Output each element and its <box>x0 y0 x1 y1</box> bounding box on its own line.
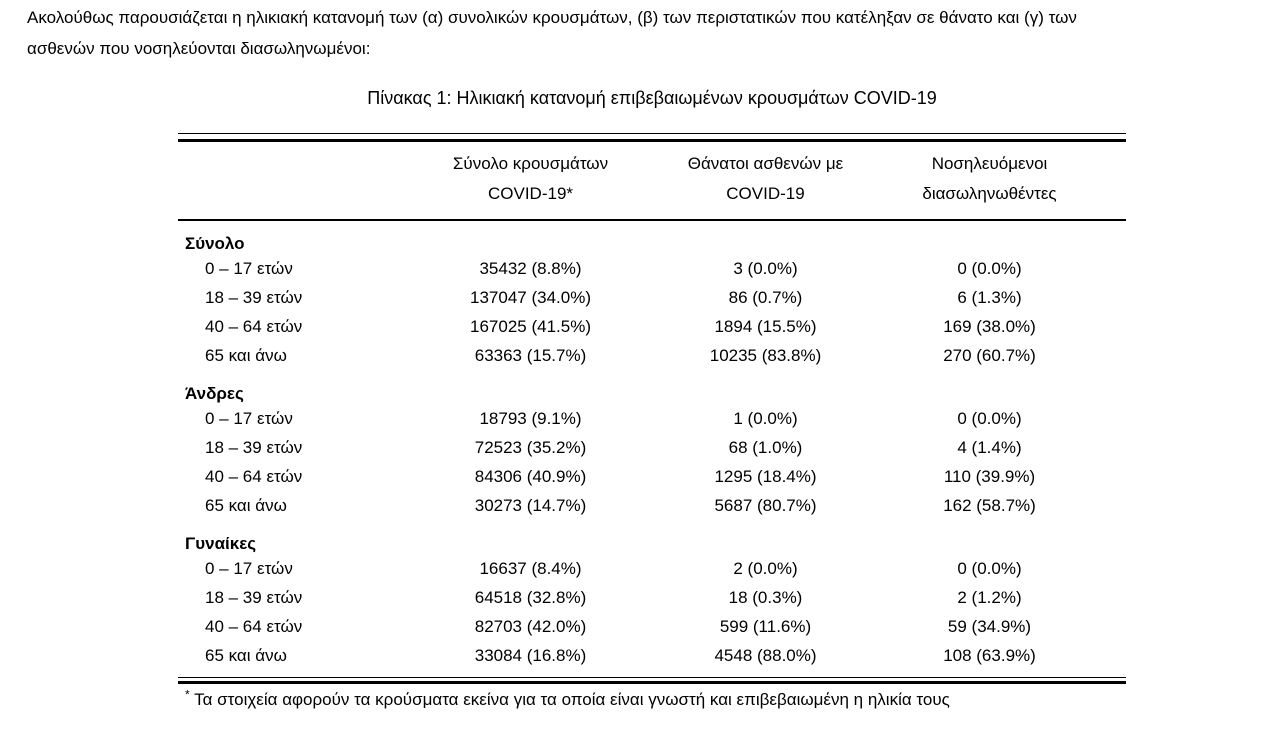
table-row <box>178 312 1126 341</box>
row-label: 18 – 39 ετών <box>205 587 303 607</box>
table-cell: 1894 (15.5%) <box>714 316 817 336</box>
table-cell: 2 (1.2%) <box>957 587 1022 607</box>
table-cell: 30273 (14.7%) <box>474 495 587 515</box>
table-row <box>178 612 1126 641</box>
table-row <box>178 283 1126 312</box>
table-row <box>178 491 1126 520</box>
row-label: 65 και άνω <box>205 345 287 365</box>
row-label: 40 – 64 ετών <box>205 466 303 486</box>
table-row <box>178 254 1126 283</box>
table-cell: 35432 (8.8%) <box>479 258 582 278</box>
table-row <box>178 641 1126 670</box>
table-cell: 63363 (15.7%) <box>474 345 587 365</box>
table-cell: 82703 (42.0%) <box>474 616 587 636</box>
row-label: 18 – 39 ετών <box>205 287 303 307</box>
table-cell: 84306 (40.9%) <box>474 466 587 486</box>
column-header-line: Θάνατοι ασθενών με <box>687 154 844 173</box>
table-cell: 0 (0.0%) <box>957 558 1022 578</box>
row-label: 40 – 64 ετών <box>205 316 303 336</box>
table-cell: 0 (0.0%) <box>957 408 1022 428</box>
intro-line-2: ασθενών που νοσηλεύονται διασωληνωμένοι: <box>27 39 371 58</box>
table-title: Πίνακας 1: Ηλικιακή κατανομή επιβεβαιωμένων κρουσμάτων COVID-19 <box>367 88 937 108</box>
data-table <box>178 142 1126 670</box>
section-label: Άνδρες <box>185 384 244 403</box>
table-cell: 68 (1.0%) <box>728 437 803 457</box>
table-row <box>178 554 1126 583</box>
intro-line-1: Ακολούθως παρουσιάζεται η ηλικιακή κατανομή των (α) συνολικών κρουσμάτων, (β) των περιστατικών που κατέληξαν σε θάνατο και (γ) των <box>27 8 1077 27</box>
covid-age-table <box>178 133 1126 711</box>
header-row <box>178 142 1126 220</box>
row-label: 40 – 64 ετών <box>205 616 303 636</box>
table-cell: 72523 (35.2%) <box>474 437 587 457</box>
column-header-line: Σύνολο κρουσμάτων <box>452 154 609 173</box>
row-label: 0 – 17 ετών <box>205 258 293 278</box>
intro-paragraph <box>27 2 1267 64</box>
table-cell: 18793 (9.1%) <box>479 408 582 428</box>
row-label: 0 – 17 ετών <box>205 558 293 578</box>
table-row <box>178 341 1126 370</box>
table-cell: 108 (63.9%) <box>943 645 1036 665</box>
section-label: Γυναίκες <box>185 534 257 553</box>
table-cell: 5687 (80.7%) <box>714 495 817 515</box>
table-cell: 16637 (8.4%) <box>479 558 582 578</box>
table-cell: 3 (0.0%) <box>733 258 798 278</box>
table-cell: 4548 (88.0%) <box>714 645 817 665</box>
table-cell: 270 (60.7%) <box>943 345 1036 365</box>
table-cell: 86 (0.7%) <box>728 287 803 307</box>
section-row-women <box>178 520 1126 554</box>
table-cell: 10235 (83.8%) <box>709 345 822 365</box>
table-cell: 18 (0.3%) <box>728 587 803 607</box>
table-row <box>178 462 1126 491</box>
section-label: Σύνολο <box>185 234 245 253</box>
column-header-line: COVID-19 <box>726 184 805 203</box>
table-cell: 1295 (18.4%) <box>714 466 817 486</box>
table-cell: 2 (0.0%) <box>733 558 798 578</box>
empty-header-cell <box>178 142 383 220</box>
table-cell: 110 (39.9%) <box>943 466 1036 486</box>
column-header-line: διασωληνωθέντες <box>922 184 1057 203</box>
column-header-total-cases <box>383 142 678 220</box>
table-cell: 4 (1.4%) <box>957 437 1022 457</box>
table-cell: 0 (0.0%) <box>957 258 1022 278</box>
row-label: 18 – 39 ετών <box>205 437 303 457</box>
table-bottom-rule-thick <box>178 681 1126 684</box>
table-cell: 169 (38.0%) <box>943 316 1036 336</box>
table-cell: 64518 (32.8%) <box>474 587 587 607</box>
table-footnote <box>185 689 1126 711</box>
table-row <box>178 433 1126 462</box>
table-row <box>178 404 1126 433</box>
table-cell: 599 (11.6%) <box>719 616 812 636</box>
table-cell: 167025 (41.5%) <box>470 316 591 336</box>
footnote-marker: * <box>185 687 190 702</box>
table-cell: 59 (34.9%) <box>947 616 1032 636</box>
row-label: 65 και άνω <box>205 495 287 515</box>
table-cell: 137047 (34.0%) <box>470 287 591 307</box>
table-cell: 162 (58.7%) <box>943 495 1036 515</box>
table-cell: 33084 (16.8%) <box>474 645 587 665</box>
section-row-men <box>178 370 1126 404</box>
column-header-line: COVID-19* <box>487 184 574 203</box>
column-header-deaths <box>678 142 853 220</box>
table-cell: 1 (0.0%) <box>733 408 798 428</box>
row-label: 0 – 17 ετών <box>205 408 293 428</box>
column-header-line: Νοσηλευόμενοι <box>931 154 1048 173</box>
column-header-intubated <box>853 142 1126 220</box>
table-cell: 6 (1.3%) <box>957 287 1022 307</box>
section-row-total <box>178 220 1126 254</box>
row-label: 65 και άνω <box>205 645 287 665</box>
footnote-text: Τα στοιχεία αφορούν τα κρούσματα εκείνα για τα οποία είναι γνωστή και επιβεβαιωμένη η ηλικία τους <box>194 690 950 709</box>
table-row <box>178 583 1126 612</box>
